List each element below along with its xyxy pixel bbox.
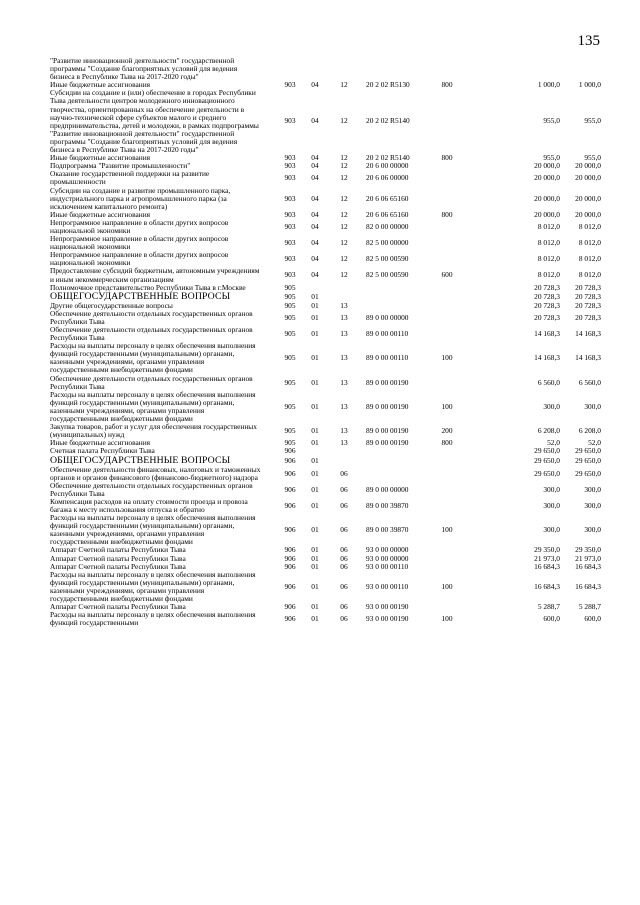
amount-2018-cell: 6 560,0 [537,377,560,387]
expense-type-cell: 800 [441,209,453,219]
target-article-cell: 20 6 00 00000 [366,161,409,171]
subsection-cell: 12 [340,173,348,183]
row-description: Иные бюджетные ассигнования [50,80,151,90]
target-article-cell: 89 0 00 00000 [366,312,409,322]
admin-code-cell: 903 [284,254,296,264]
table-row [0,57,640,81]
admin-code-cell: 906 [284,602,296,612]
amount-2019-cell: 8 012,0 [578,254,601,264]
amount-2019-cell: 29 350,0 [575,545,601,555]
amount-2018-cell: 29 350,0 [534,545,560,555]
target-article-cell: 93 0 00 00190 [366,602,409,612]
target-article-cell: 20 2 02 R5140 [366,116,410,126]
admin-code-cell: 906 [284,455,296,465]
subsection-cell: 06 [340,553,348,563]
row-description: Расходы на выплаты персоналу в целях обеспечения выполнения функций государственными (муниципальными) органами, казенными учреждениями, органами управления государственными внебюджетными фондами [50,341,256,375]
admin-code-cell: 905 [284,329,296,338]
amount-2019-cell: 5 288,7 [578,602,601,612]
section-cell: 04 [311,193,319,203]
admin-code-cell: 903 [284,221,296,231]
admin-code-cell: 906 [284,545,296,555]
amount-2018-cell: 52,0 [547,438,560,448]
target-article-cell: 93 0 00 00190 [366,614,409,624]
subsection-cell: 06 [340,561,348,571]
subsection-cell: 06 [340,581,348,591]
row-description: Обеспечение деятельности отдельных государственных органов Республики Тыва [50,325,253,343]
expense-type-cell: 100 [441,581,453,591]
amount-2018-cell: 20 000,0 [534,161,560,171]
amount-2019-cell: 955,0 [584,116,601,126]
amount-2018-cell: 5 288,7 [537,602,560,612]
amount-2018-cell: 300,0 [543,484,560,494]
row-description: Непрограммное направление в области других вопросов национальной экономики [50,234,229,252]
row-description: Аппарат Счетной палаты Республики Тыва [50,602,186,612]
subsection-cell: 06 [340,468,348,478]
amount-2018-cell: 20 000,0 [534,209,560,219]
target-article-cell: 20 6 06 00000 [366,173,409,183]
row-description: Обеспечение деятельности финансовых, налоговых и таможенных органов и органов финансового (финансово-бюджетного) надзора [50,464,261,482]
target-article-cell: 82 5 00 00590 [366,254,409,264]
expense-type-cell: 800 [441,80,453,90]
expense-type-cell: 800 [441,153,453,163]
amount-2019-cell: 955,0 [584,153,601,163]
amount-2019-cell: 20 000,0 [575,209,601,219]
admin-code-cell: 905 [284,300,296,310]
target-article-cell: 89 0 00 00190 [366,426,409,436]
section-cell: 01 [311,500,319,510]
section-cell: 01 [311,581,319,591]
row-description: Закупка товаров, работ и услуг для обеспечения государственных (муниципальных) нужд [50,422,257,440]
row-description: ОБЩЕГОСУДАРСТВЕННЫЕ ВОПРОСЫ [50,454,231,466]
row-description: Обеспечение деятельности отдельных государственных органов Республики Тыва [50,308,253,326]
admin-code-cell: 905 [284,353,296,363]
amount-2018-cell: 21 973,0 [534,553,560,563]
section-cell: 04 [311,254,319,264]
amount-2018-cell: 20 000,0 [534,193,560,203]
table-row [0,498,640,514]
section-cell: 01 [311,602,319,612]
admin-code-cell: 903 [284,80,296,90]
amount-2018-cell: 29 650,0 [534,455,560,465]
amount-2019-cell: 300,0 [584,500,601,510]
table-row [0,310,640,326]
subsection-cell: 06 [340,525,348,535]
amount-2019-cell: 52,0 [588,438,601,448]
row-description: Аппарат Счетной палаты Республики Тыва [50,545,186,555]
row-description: Иные бюджетные ассигнования [50,153,151,163]
amount-2018-cell: 6 208,0 [537,426,560,436]
amount-2019-cell: 29 650,0 [575,455,601,465]
section-cell: 01 [311,377,319,387]
amount-2019-cell: 8 012,0 [578,238,601,248]
subsection-cell: 06 [340,614,348,624]
amount-2019-cell: 20 728,3 [575,291,601,301]
section-cell: 01 [311,401,319,411]
amount-2019-cell: 6 560,0 [578,377,601,387]
subsection-cell: 12 [340,161,348,171]
section-cell: 01 [311,553,319,563]
row-description: "Развитие инновационной деятельности" государственной программы "Создание благоприятных условий для ведения бизнеса в Республике Тыва на 2017-2020 годы" [50,56,238,82]
amount-2018-cell: 29 650,0 [534,446,560,456]
row-description: Субсидии на создание и развитие промышленного парка, индустриального парка и агропромышленного парка (за исключением капитального ремонта) [50,185,231,211]
target-article-cell: 89 0 00 00190 [366,438,409,448]
amount-2019-cell: 20 000,0 [575,161,601,171]
amount-2018-cell: 8 012,0 [537,270,560,280]
subsection-cell: 12 [340,254,348,264]
subsection-cell: 13 [340,353,348,363]
amount-2018-cell: 16 684,3 [534,561,560,571]
section-cell: 01 [311,300,319,310]
section-cell: 04 [311,173,319,183]
target-article-cell: 20 6 06 65160 [366,193,409,203]
expense-type-cell: 100 [441,525,453,535]
section-cell: 01 [311,614,319,624]
target-article-cell: 20 2 02 R5140 [366,153,410,163]
section-cell: 01 [311,484,319,494]
row-description: Подпрограмма "Развитие промышленности" [50,161,191,171]
table-row [0,482,640,498]
admin-code-cell: 906 [284,484,296,494]
row-description: Субсидии на создание и (или) обеспечение в городах Республики Тыва деятельности центров молодежного инновационного творчества, ориентированных на обеспечение деятельности в научно-технической сфере субъектов малого и среднего предпринимательства, детей и молодежи, в рамках подпрограммы "Развитие инновационной деятельности" государственной программы "Создание благоприятных условий для ведения бизнеса в Республике Тыва на 2017-2020 годы" [50,88,259,155]
subsection-cell: 12 [340,193,348,203]
amount-2018-cell: 955,0 [543,116,560,126]
table-row [0,235,640,251]
expense-type-cell: 600 [441,270,453,280]
admin-code-cell: 903 [284,270,296,280]
table-row [0,391,640,423]
section-cell: 04 [311,80,319,90]
section-cell: 01 [311,312,319,322]
section-cell: 01 [311,329,319,338]
subsection-cell: 06 [340,484,348,494]
expense-type-cell: 200 [441,426,453,436]
expense-type-cell: 100 [441,353,453,363]
admin-code-cell: 906 [284,500,296,510]
target-article-cell: 93 0 00 00110 [366,561,409,571]
amount-2018-cell: 20 000,0 [534,173,560,183]
section-cell: 04 [311,221,319,231]
admin-code-cell: 903 [284,153,296,163]
row-description: Расходы на выплаты персоналу в целях обеспечения выполнения функций государственными [50,610,256,628]
amount-2019-cell: 16 684,3 [575,561,601,571]
table-row [0,187,640,211]
section-cell: 01 [311,468,319,478]
subsection-cell: 13 [340,426,348,436]
admin-code-cell: 905 [284,312,296,322]
subsection-cell: 13 [340,300,348,310]
admin-code-cell: 906 [284,614,296,624]
admin-code-cell: 905 [284,401,296,411]
amount-2018-cell: 20 728,3 [534,312,560,322]
row-description: Непрограммное направление в области других вопросов национальной экономики [50,217,229,235]
subsection-cell: 06 [340,545,348,555]
subsection-cell: 12 [340,80,348,90]
amount-2018-cell: 300,0 [543,500,560,510]
section-cell: 01 [311,438,319,448]
admin-code-cell: 906 [284,581,296,591]
admin-code-cell: 905 [284,438,296,448]
row-description: Предоставление субсидий бюджетным, автономным учреждениям и иным некоммерческим организациям [50,266,260,284]
section-cell: 01 [311,353,319,363]
amount-2019-cell: 21 973,0 [575,553,601,563]
table-row [0,466,640,482]
admin-code-cell: 903 [284,193,296,203]
target-article-cell: 89 0 00 39870 [366,500,409,510]
budget-table [0,57,640,627]
amount-2018-cell: 14 168,3 [534,329,560,338]
subsection-cell: 13 [340,401,348,411]
amount-2018-cell: 1 000,0 [537,80,560,90]
row-description: Обеспечение деятельности отдельных государственных органов Республики Тыва [50,480,253,498]
row-description: Аппарат Счетной палаты Республики Тыва [50,561,186,571]
subsection-cell: 12 [340,209,348,219]
table-row [0,514,640,546]
table-row [0,267,640,283]
admin-code-cell: 905 [284,377,296,387]
subsection-cell: 12 [340,221,348,231]
target-article-cell: 20 6 06 65160 [366,209,409,219]
row-description: Обеспечение деятельности отдельных государственных органов Республики Тыва [50,373,253,391]
section-cell: 04 [311,209,319,219]
row-description: Расходы на выплаты персоналу в целях обеспечения выполнения функций государственными (муниципальными) органами, казенными учреждениями, органами управления государственными внебюджетными фондами [50,569,256,603]
section-cell: 04 [311,238,319,248]
row-description: Расходы на выплаты персоналу в целях обеспечения выполнения функций государственными (муниципальными) органами, казенными учреждениями, органами управления государственными внебюджетными фондами [50,513,256,547]
subsection-cell: 13 [340,329,348,338]
section-cell: 04 [311,161,319,171]
subsection-cell: 13 [340,312,348,322]
admin-code-cell: 903 [284,116,296,126]
target-article-cell: 20 2 02 R5130 [366,80,410,90]
admin-code-cell: 905 [284,282,296,292]
target-article-cell: 93 0 00 00000 [366,545,409,555]
amount-2018-cell: 16 684,3 [534,581,560,591]
target-article-cell: 93 0 00 00000 [366,553,409,563]
subsection-cell: 13 [340,438,348,448]
section-cell: 01 [311,545,319,555]
row-description: Счетная палата Республики Тыва [50,446,155,456]
section-cell: 01 [311,291,319,301]
amount-2018-cell: 8 012,0 [537,221,560,231]
row-description: Непрограммное направление в области других вопросов национальной экономики [50,250,229,268]
row-description: Другие общегосударственные вопросы [50,300,173,310]
amount-2018-cell: 8 012,0 [537,254,560,264]
amount-2019-cell: 14 168,3 [575,329,601,338]
table-row [0,456,640,466]
row-description: Оказание государственной поддержки на развитие промышленности [50,169,210,187]
table-row [0,170,640,186]
amount-2019-cell: 29 650,0 [575,446,601,456]
amount-2018-cell: 8 012,0 [537,238,560,248]
subsection-cell: 12 [340,116,348,126]
amount-2019-cell: 20 000,0 [575,173,601,183]
section-cell: 01 [311,561,319,571]
subsection-cell: 12 [340,238,348,248]
amount-2018-cell: 29 650,0 [534,468,560,478]
target-article-cell: 82 0 00 00000 [366,221,409,231]
admin-code-cell: 903 [284,173,296,183]
section-cell: 01 [311,455,319,465]
target-article-cell: 89 0 00 00110 [366,329,409,338]
subsection-cell: 12 [340,153,348,163]
admin-code-cell: 906 [284,446,296,456]
expense-type-cell: 100 [441,401,453,411]
target-article-cell: 89 0 00 39870 [366,525,409,535]
page-number: 135 [577,33,600,49]
amount-2018-cell: 14 168,3 [534,353,560,363]
amount-2019-cell: 20 000,0 [575,193,601,203]
table-row [0,326,640,342]
amount-2019-cell: 29 650,0 [575,468,601,478]
amount-2019-cell: 8 012,0 [578,221,601,231]
amount-2019-cell: 20 728,3 [575,312,601,322]
target-article-cell: 82 5 00 00000 [366,238,409,248]
subsection-cell: 06 [340,500,348,510]
admin-code-cell: 906 [284,468,296,478]
section-cell: 01 [311,426,319,436]
amount-2019-cell: 1 000,0 [578,80,601,90]
subsection-cell: 12 [340,270,348,280]
admin-code-cell: 903 [284,161,296,171]
target-article-cell: 89 0 00 00000 [366,484,409,494]
expense-type-cell: 800 [441,438,453,448]
target-article-cell: 89 0 00 00190 [366,377,409,387]
row-description: Полномочное представительство Республики Тыва в г.Москве [50,282,246,292]
amount-2018-cell: 300,0 [543,401,560,411]
row-description: Компенсация расходов на оплату стоимости проезда и провоза багажа к месту использования отпуска и обратно [50,496,248,514]
target-article-cell: 82 5 00 00590 [366,270,409,280]
amount-2019-cell: 300,0 [584,401,601,411]
target-article-cell: 89 0 00 00190 [366,401,409,411]
amount-2018-cell: 20 728,3 [534,282,560,292]
table-row [0,611,640,627]
row-description: Иные бюджетные ассигнования [50,209,151,219]
subsection-cell: 13 [340,377,348,387]
amount-2019-cell: 300,0 [584,484,601,494]
amount-2019-cell: 300,0 [584,525,601,535]
row-description: Иные бюджетные ассигнования [50,438,151,448]
target-article-cell: 89 0 00 00110 [366,353,409,363]
amount-2019-cell: 14 168,3 [575,353,601,363]
amount-2018-cell: 955,0 [543,153,560,163]
expense-type-cell: 100 [441,614,453,624]
section-cell: 04 [311,116,319,126]
table-row [0,89,640,154]
row-description: Аппарат Счетной палаты Республики Тыва [50,553,186,563]
amount-2019-cell: 8 012,0 [578,270,601,280]
table-row [0,342,640,374]
amount-2019-cell: 600,0 [584,614,601,624]
amount-2018-cell: 300,0 [543,525,560,535]
table-row [0,251,640,267]
amount-2018-cell: 20 728,3 [534,300,560,310]
table-row [0,423,640,439]
table-row [0,375,640,391]
admin-code-cell: 905 [284,426,296,436]
section-cell: 01 [311,525,319,535]
section-cell: 04 [311,270,319,280]
amount-2018-cell: 20 728,3 [534,291,560,301]
row-description: ОБЩЕГОСУДАРСТВЕННЫЕ ВОПРОСЫ [50,290,231,302]
amount-2019-cell: 20 728,3 [575,282,601,292]
admin-code-cell: 906 [284,525,296,535]
amount-2019-cell: 20 728,3 [575,300,601,310]
target-article-cell: 93 0 00 00110 [366,581,409,591]
subsection-cell: 06 [340,602,348,612]
admin-code-cell: 906 [284,561,296,571]
admin-code-cell: 906 [284,553,296,563]
table-row [0,571,640,603]
section-cell: 04 [311,153,319,163]
amount-2019-cell: 16 684,3 [575,581,601,591]
amount-2018-cell: 600,0 [543,614,560,624]
table-row [0,219,640,235]
admin-code-cell: 903 [284,209,296,219]
admin-code-cell: 903 [284,238,296,248]
amount-2019-cell: 6 208,0 [578,426,601,436]
row-description: Расходы на выплаты персоналу в целях обеспечения выполнения функций государственными (муниципальными) органами, казенными учреждениями, органами управления государственными внебюджетными фондами [50,389,256,424]
admin-code-cell: 905 [284,291,296,301]
